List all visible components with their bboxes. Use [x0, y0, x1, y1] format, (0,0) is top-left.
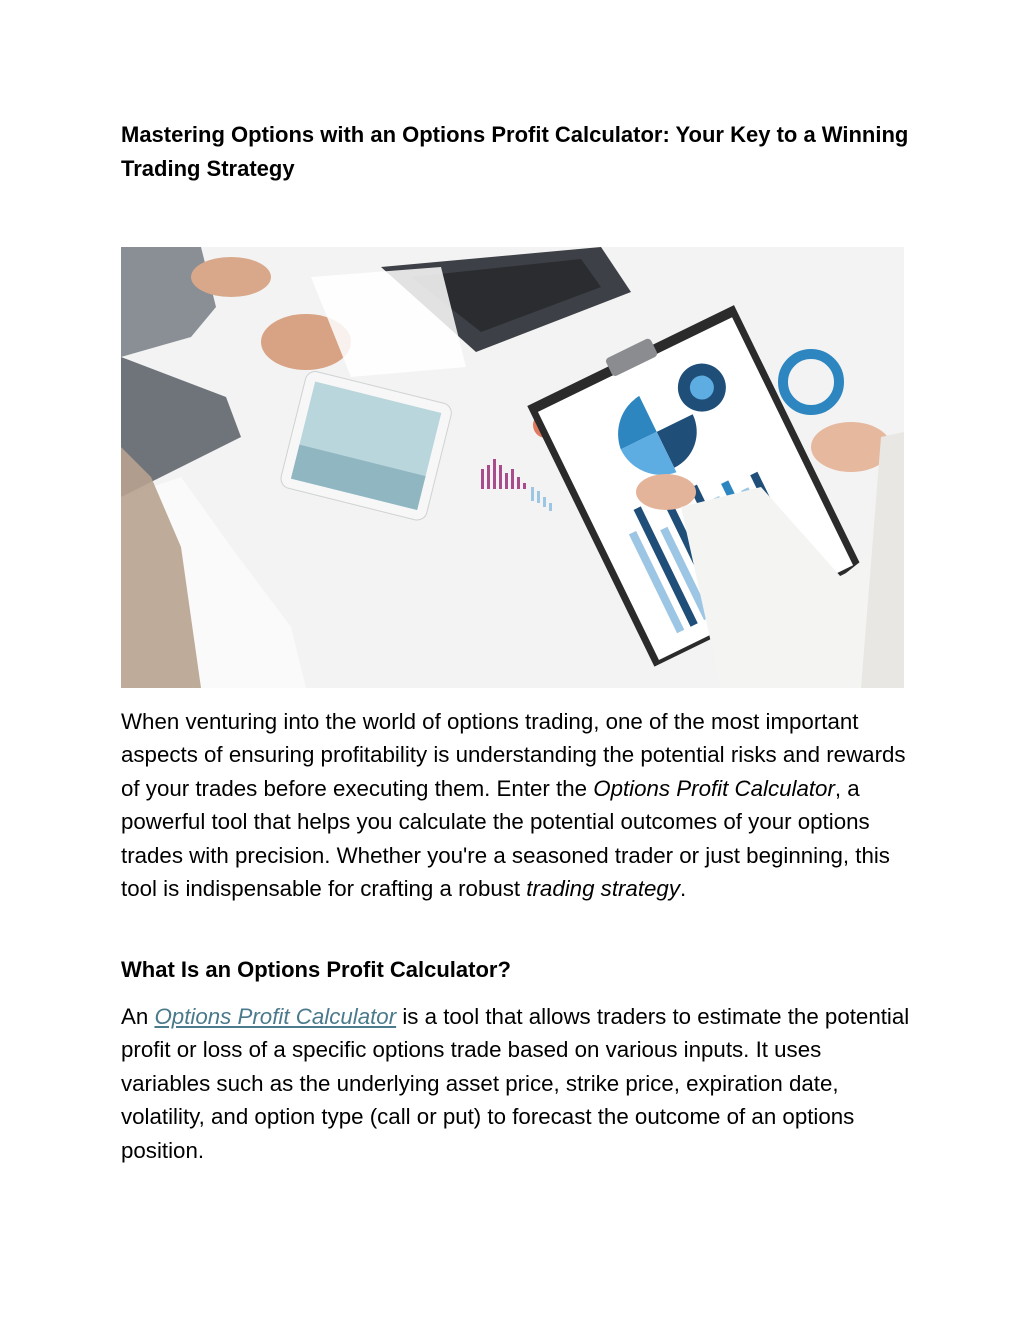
definition-prefix: An	[121, 1004, 155, 1029]
intro-text-1: When venturing into the world of options trading, one of the most important aspects of ensuring profitability is understanding the potential risks and rewards of your trades before executing them. Enter the	[121, 709, 906, 801]
article-title: Mastering Options with an Options Profit Calculator: Your Key to a Winning Trading Strategy	[121, 122, 909, 181]
intro-emphasis-strategy: trading strategy	[526, 876, 680, 902]
article-photo	[121, 247, 904, 688]
definition-text: is a tool that allows traders to estimate the potential profit or loss of a specific options trade based on various inputs. It uses variables such as the underlying asset price, strike price, expiration date, volatility, and option type (call or put) to forecast the outcome of an options position.	[121, 1004, 910, 1163]
options-profit-calculator-link[interactable]: Options Profit Calculator	[154, 1004, 397, 1029]
definition-paragraph	[121, 1000, 911, 1167]
intro-paragraph	[121, 705, 911, 905]
section-heading: What Is an Options Profit Calculator?	[121, 957, 511, 982]
intro-text-3: .	[679, 876, 687, 902]
intro-emphasis-calculator: Options Profit Calculator	[593, 775, 835, 801]
intro-text-2: , a powerful tool that helps you calculate the potential outcomes of your options trades with precision. Whether you're a seasoned trader or just beginning, this tool is indispensable for crafting a robust	[121, 775, 890, 902]
